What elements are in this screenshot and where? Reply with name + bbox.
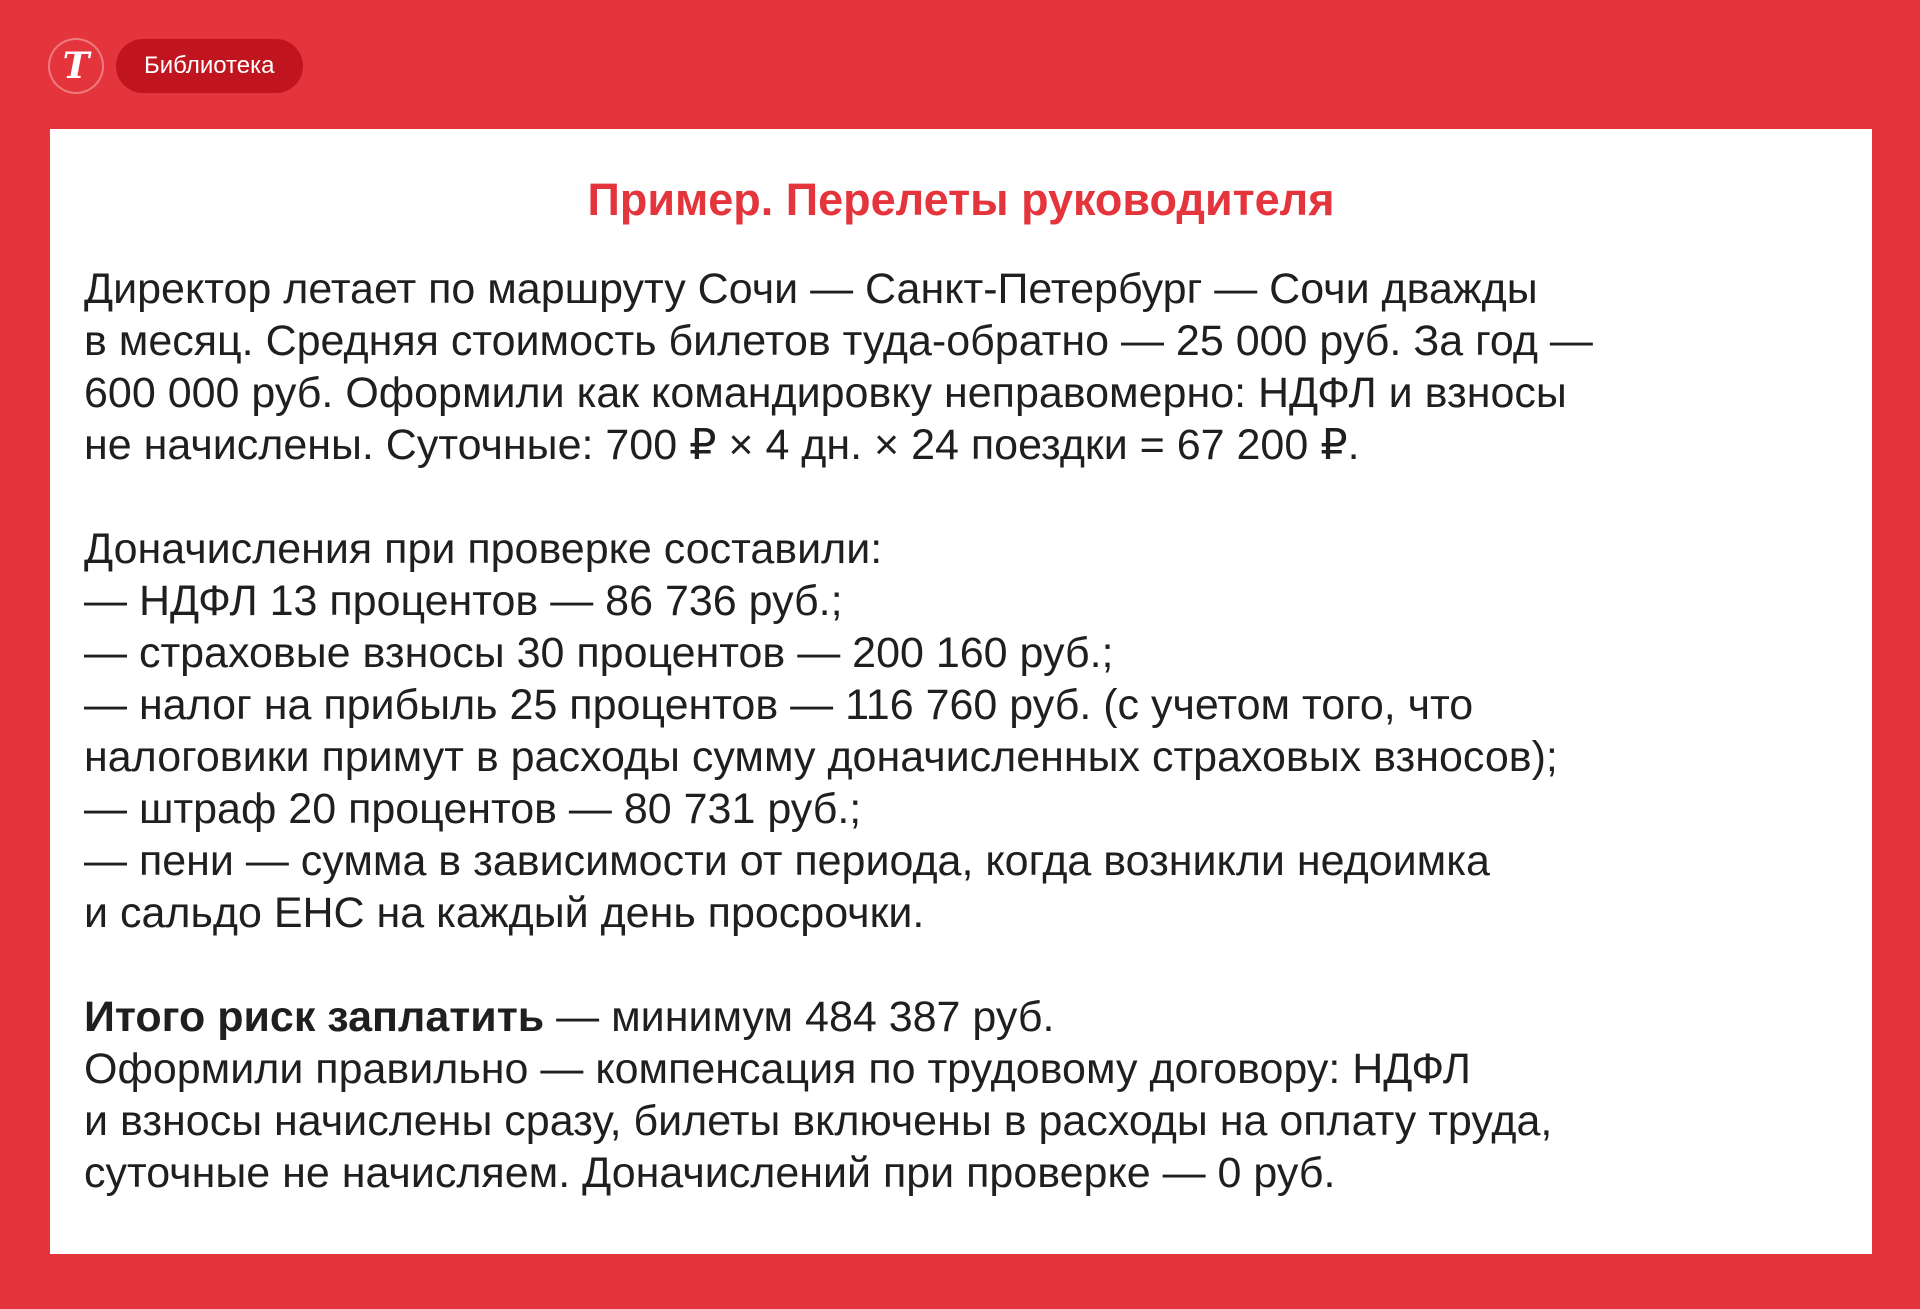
correct-line: Оформили правильно — компенсация по трудовому договору: НДФЛ — [84, 1045, 1471, 1093]
charge-line: — пени — сумма в зависимости от периода, когда возникли недоимка — [84, 837, 1490, 885]
intro-line: не начислены. Суточные: 700 ₽ × 4 дн. × 24 поездки = 67 200 ₽. — [84, 421, 1360, 469]
spacer — [84, 939, 1844, 991]
article-card — [50, 129, 1872, 1254]
charge-line: — НДФЛ 13 процентов — 86 736 руб.; — [84, 577, 843, 625]
charge-line: — штраф 20 процентов — 80 731 руб.; — [84, 785, 862, 833]
intro-line: Директор летает по маршруту Сочи — Санкт-Петербург — Сочи дважды — [84, 265, 1538, 313]
total-line — [84, 991, 1844, 1043]
charge-line: и сальдо ЕНС на каждый день просрочки. — [84, 889, 925, 937]
intro-line: 600 000 руб. Оформили как командировку неправомерно: НДФЛ и взносы — [84, 369, 1567, 417]
header — [48, 38, 303, 94]
correct-line: и взносы начислены сразу, билеты включены в расходы на оплату труда, — [84, 1097, 1553, 1145]
correct-line: суточные не начисляем. Доначислений при проверке — 0 руб. — [84, 1149, 1336, 1197]
library-button[interactable]: Библиотека — [116, 39, 303, 93]
total-value: — минимум 484 387 руб. — [544, 993, 1055, 1041]
charge-line: — налог на прибыль 25 процентов — 116 760 руб. (с учетом того, что — [84, 681, 1474, 729]
logo-icon[interactable]: Т — [48, 38, 104, 94]
charge-line: налоговики примут в расходы сумму доначисленных страховых взносов); — [84, 733, 1558, 781]
card-body — [84, 263, 1844, 1199]
total-label: Итого риск заплатить — [84, 993, 545, 1041]
spacer — [84, 471, 1844, 523]
card-title: Пример. Перелеты руководителя — [587, 174, 1335, 225]
charges-heading: Доначисления при проверке составили: — [84, 525, 883, 573]
intro-line: в месяц. Средняя стоимость билетов туда-обратно — 25 000 руб. За год — — [84, 317, 1593, 365]
charge-line: — страховые взносы 30 процентов — 200 160 руб.; — [84, 629, 1114, 677]
